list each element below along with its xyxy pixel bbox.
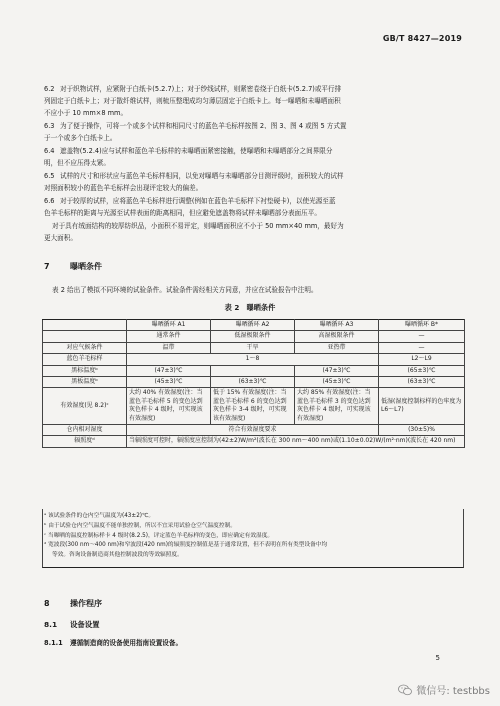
row-label: 辐照度ᵈ bbox=[43, 436, 127, 447]
table-row bbox=[43, 354, 465, 365]
table-note: ᵃ 该试验条件的仓内空气温度为(43±2)℃。 bbox=[44, 513, 155, 519]
table-note: ᶜ 当曝晒的温度控制标样卡 4 级时(8.2.5)，评定蓝色羊毛标样的变色，即应确定有效湿度。 bbox=[44, 532, 274, 539]
cell-a3: 高湿极限条件 bbox=[295, 331, 379, 342]
exposure-conditions-table bbox=[42, 319, 465, 448]
table-row bbox=[43, 388, 465, 425]
table-note: ᵇ 由于试验仓内空气温度不能单独控制，所以不宜采用试验仓空气温度控制。 bbox=[44, 522, 236, 529]
para-6-2-line3: 不应小于 10 mm×8 mm。 bbox=[44, 109, 128, 117]
row-label: 仓内相对湿度 bbox=[43, 425, 127, 436]
para-6-5-line2: 对照面积较小的蓝色羊毛标样会出现评定较大的偏差。 bbox=[44, 184, 203, 192]
section-8-heading: 8 操作程序 bbox=[44, 599, 102, 608]
cell-b: — bbox=[379, 331, 465, 342]
header-a1: 曝晒循环 A1 bbox=[127, 320, 211, 331]
table-row bbox=[43, 425, 465, 436]
wechat-watermark bbox=[398, 682, 490, 697]
header-a3: 曝晒循环 A3 bbox=[295, 320, 379, 331]
cell-a1: 大约 40% 有效湿度(注：当蓝色羊毛标样 5 的变色达到灰色样卡 4 级时，可实现该有效湿度) bbox=[127, 388, 211, 425]
para-6-6-line3: 对于具有绒面结构的较厚纺织品，小面积不易评定，则曝晒面积应不小于 50 mm×40 mm，最好为 bbox=[52, 222, 344, 230]
cell-b: — bbox=[379, 342, 465, 353]
cell-a2: (63±3)℃ bbox=[211, 377, 295, 388]
cell-b: L2～L9 bbox=[379, 354, 465, 365]
cell-b: (30±5)% bbox=[379, 425, 465, 436]
cell-a3: 大约 85% 有效湿度(注：当蓝色羊毛标样 3 的变色达到灰色样卡 4 级时，可实现该有效湿度) bbox=[295, 388, 379, 425]
table-note: ᵈ 宽波段(300 nm～400 nm)和窄波段(420 nm)的辐照度控制值是基于通常设置，但不表明在所有类型设备中均 bbox=[44, 542, 328, 549]
header-b: 曝晒循环 B* bbox=[379, 320, 465, 331]
standard-number: GB/T 8427—2019 bbox=[382, 34, 462, 43]
row-label: 对应气候条件 bbox=[43, 342, 127, 353]
row-label: 有效湿度(见 8.2)ᶜ bbox=[43, 388, 127, 425]
watermark-text: 微信号: testbbs bbox=[416, 686, 490, 697]
header-cell-empty bbox=[43, 320, 127, 331]
cell-a2: 低于 15% 有效湿度(注：当蓝色羊毛标样 6 的变色达到灰色样卡 3-4 级时，可实现该有效湿度) bbox=[211, 388, 295, 425]
page-number: 5 bbox=[435, 654, 440, 662]
table-row bbox=[43, 377, 465, 388]
section-7-heading: 7 曝晒条件 bbox=[44, 262, 102, 271]
header-a2: 曝晒循环 A2 bbox=[211, 320, 295, 331]
para-6-3-line1: 6.3 为了便于操作，可将一个或多个试样和相同尺寸的蓝色羊毛标样按图 2、图 3、图 4 或图 5 方式置 bbox=[44, 122, 347, 130]
cell-a2: 低湿极限条件 bbox=[211, 331, 295, 342]
table-row bbox=[43, 436, 465, 447]
wechat-icon bbox=[398, 684, 412, 696]
para-6-5-line1: 6.5 试样的尺寸和形状应与蓝色羊毛标样相同，以免对曝晒与未曝晒部分目测评级时，面积较大的试样 bbox=[44, 172, 344, 180]
cell-a1: 温带 bbox=[127, 342, 211, 353]
cell-a1-a3: 符合有效湿度要求 bbox=[127, 425, 379, 436]
cell-a2 bbox=[211, 365, 295, 376]
section-7-intro: 表 2 给出了模拟不同环境的试验条件。试验条件需经相关方同意，并应在试验报告中注明。 bbox=[52, 286, 318, 294]
cell-a1: 通常条件 bbox=[127, 331, 211, 342]
para-6-6-line2: 色羊毛标样的距离与光源至试样表面的距离相同，但应避免遮盖物将试样未曝晒部分表面压平。 bbox=[44, 209, 321, 217]
para-6-4-line2: 明，但不应压得太紧。 bbox=[44, 159, 110, 167]
row-label: 黑标温度ᵇ bbox=[43, 365, 127, 376]
table-row bbox=[43, 342, 465, 353]
cell-b: (65±3)℃ bbox=[379, 365, 465, 376]
para-6-2-line2: 列固定于白纸卡上；对于散纤维试样，则梳压整理成均匀薄层固定于白纸卡上。每一曝晒和未曝晒面积 bbox=[44, 97, 341, 105]
para-6-3-line2: 于一个或多个白纸卡上。 bbox=[44, 134, 117, 142]
row-label bbox=[43, 331, 127, 342]
para-6-6-line1: 6.6 对于较厚的试样，应将蓝色羊毛标样进行调整(例如在蓝色羊毛标样下衬垫硬卡)，以使光源至蓝 bbox=[44, 197, 336, 205]
table-notes bbox=[44, 512, 464, 561]
table-note: 等效。咨询设备制造商其他控制波段的等效辐照度。 bbox=[52, 552, 183, 559]
cell-irradiance: 当辐照度可控时，辐照度应控制为(42±2)W/m²(波长在 300 nm～400 nm)或(1.10±0.02)W/(m²·nm)(波长在 420 nm) bbox=[127, 436, 465, 447]
row-label: 黑板温度ᵇ bbox=[43, 377, 127, 388]
table-row bbox=[43, 365, 465, 376]
para-6-4-line1: 6.4 遮盖物(5.2.4)应与试样和蓝色羊毛标样的未曝晒面紧密接触，使曝晒和未曝晒部分之间界限分 bbox=[44, 147, 333, 155]
row-label: 蓝色羊毛标样 bbox=[43, 354, 127, 365]
cell-b: (63±3)℃ bbox=[379, 377, 465, 388]
table-header-row bbox=[43, 320, 465, 331]
para-6-6-line4: 更大面积。 bbox=[44, 234, 77, 242]
table-row bbox=[43, 331, 465, 342]
cell-b: 低湿(湿度控制标样的色牢度为 L6～L7) bbox=[379, 388, 465, 425]
cell-a3: 亚热带 bbox=[295, 342, 379, 353]
cell-a1: (47±3)℃ bbox=[127, 365, 211, 376]
cell-a3: (47±3)℃ bbox=[295, 365, 379, 376]
section-8-1-1: 8.1.1 遵循制造商的设备使用指南设置设备。 bbox=[44, 639, 183, 647]
para-6-2-line1: 6.2 对于织物试样，应紧附于白纸卡(5.2.7)上；对于纱线试样，则紧密卷绕于白纸卡(5.2.7)或平行排 bbox=[44, 85, 342, 93]
cell-a3: (45±3)℃ bbox=[295, 377, 379, 388]
cell-a2: 干旱 bbox=[211, 342, 295, 353]
cell-a1-a3: 1～8 bbox=[127, 354, 379, 365]
table-2-caption: 表 2 曝晒条件 bbox=[224, 303, 276, 312]
section-8-1-heading: 8.1 设备设置 bbox=[44, 620, 100, 629]
cell-a1: (45±3)℃ bbox=[127, 377, 211, 388]
